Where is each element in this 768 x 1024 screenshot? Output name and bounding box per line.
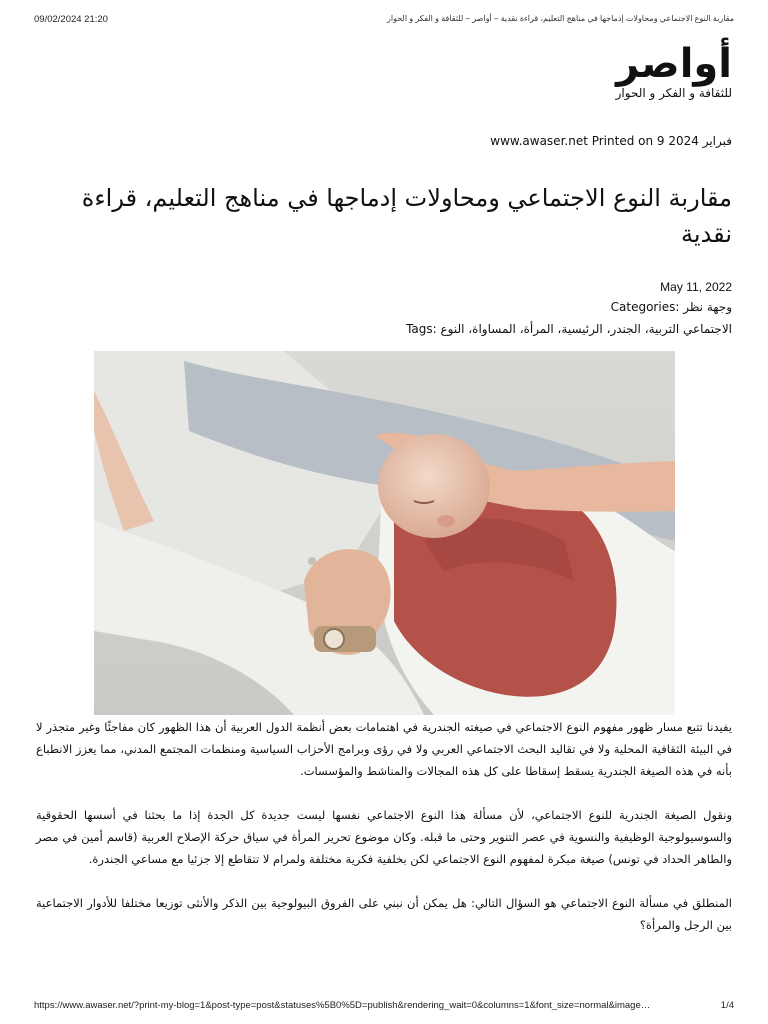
tags-value[interactable]: الاجتماعي التربية، الجندر، الرئيسية، المرأة، المساواة، النوع <box>440 322 732 336</box>
print-datetime: 09/02/2024 21:20 <box>34 14 108 25</box>
article-paragraph: ونقول الصيغة الجندرية للنوع الاجتماعي، لأن مسألة هذا النوع الاجتماعي نفسها ليست جديدة كل الجدة إذا ما بحثنا في أسسها الحقوقية والسوسيولوجية الوظيفية والنسوية في عصر التنوير وحتى ما قبله. وكان موضوع تحرير المرأة في سياق حركة الإصلاح العربية (قاسم أمين في مصر والطاهر الحداد في تونس) صيغة مبكرة لمفهوم النوع الاجتماعي لكن بخلفية فكرية مختلفة ولمرام لا تتقاطع إلا جزئيا مع مساعي الجندرة. <box>36 808 732 866</box>
site-logo[interactable] <box>492 40 732 110</box>
site-tagline: للثقافة و الفكر و الحوار <box>615 86 732 100</box>
print-page-url: https://www.awaser.net/?print-my-blog=1&post-type=post&statuses%5B0%5D=publish&rendering_wait=0&columns=1&font_size=normal&image… <box>34 1000 651 1011</box>
print-document-title: مقاربة النوع الاجتماعي ومحاولات إدماجها في مناهج التعليم، قراءة نقدية – أواصر – للثقافة و الفكر و الحوار <box>387 14 734 23</box>
site-name: أواصر <box>616 41 732 87</box>
article-title: مقاربة النوع الاجتماعي ومحاولات إدماجها في مناهج التعليم، قراءة نقدية <box>81 184 732 248</box>
article-body <box>36 716 732 958</box>
printed-on-line: www.awaser.net Printed on 9 فبراير 2024 <box>490 134 732 148</box>
tags-label: Tags: <box>406 322 437 336</box>
print-header <box>34 14 734 30</box>
article-paragraph: المنطلق في مسألة النوع الاجتماعي هو السؤال التالي: هل يمكن أن نبني على الفروق البيولوجية بين الذكر والأنثى توزيعا مختلفا للأدوار الاجتماعية بين الرجل والمرأة؟ <box>36 896 732 932</box>
page-number: 1/4 <box>720 1000 734 1011</box>
article-tags <box>36 322 732 336</box>
article-categories <box>36 300 732 314</box>
categories-value[interactable]: وجهة نظر <box>683 300 732 314</box>
categories-label: Categories: <box>610 300 680 314</box>
print-footer <box>34 1000 734 1014</box>
article-paragraph: يفيدنا تتبع مسار ظهور مفهوم النوع الاجتماعي في صيغته الجندرية في اهتمامات بعض أنظمة الدول العربية أن هذا الظهور كان مفاجئًا وغير متجذر لا في البيئة الثقافية المحلية ولا في تقاليد البحث الاجتماعي العربي ولا في رؤى وبرامج الأحزاب السياسية ومنظمات المجتمع المدني، مما يعزز الانطباع بأنه في هذه الصيغة الجندرية يسقط إسقاطا على كل هذه المجالات والمناشط والمؤسسات. <box>36 720 732 778</box>
article-date: May 11, 2022 <box>660 280 732 294</box>
article-featured-image <box>94 351 675 715</box>
newborn-held-by-parent-photo <box>94 351 675 715</box>
